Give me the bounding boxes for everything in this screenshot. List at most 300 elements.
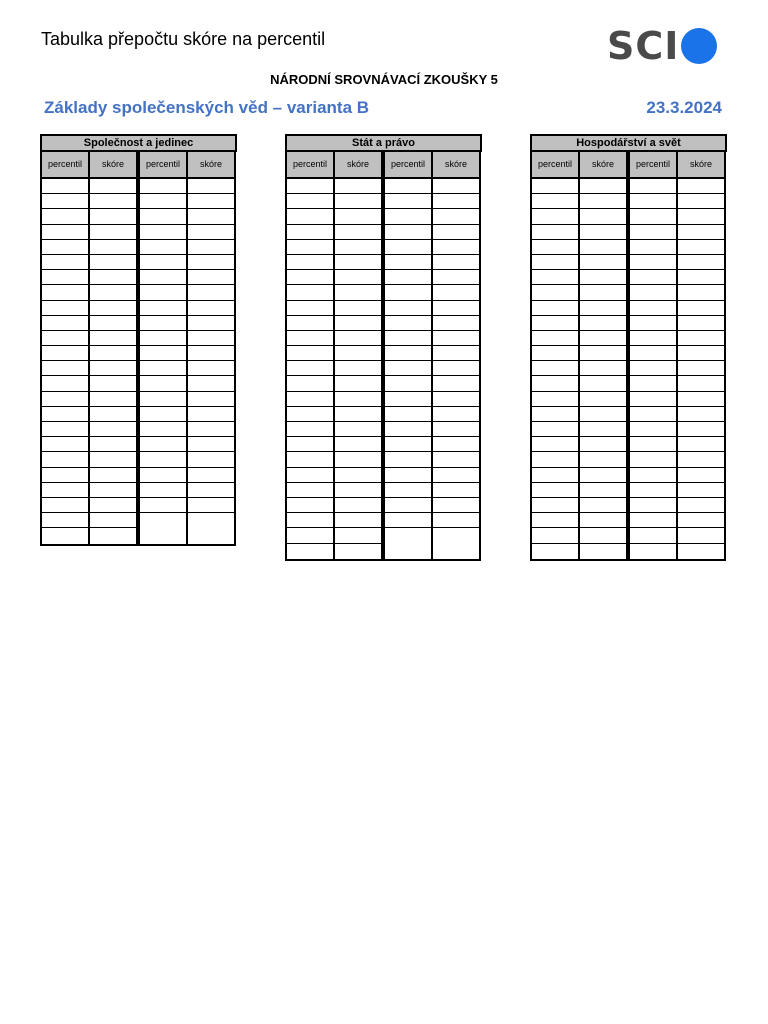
table-cell: [188, 301, 234, 316]
table-cell: [532, 468, 578, 483]
exam-title: NÁRODNÍ SROVNÁVACÍ ZKOUŠKY 5: [270, 72, 498, 87]
table-cell: [188, 376, 234, 391]
table-cell: [188, 270, 234, 285]
table-cell: [188, 361, 234, 376]
table-cell: [678, 437, 724, 452]
table-cell: [385, 225, 431, 240]
table-cell: [287, 528, 333, 543]
column-header: percentil: [532, 152, 578, 179]
table-cell: [287, 437, 333, 452]
table-cell: [42, 301, 88, 316]
table-cell: [385, 285, 431, 300]
column-skore: [89, 152, 138, 546]
table-cell: [287, 346, 333, 361]
table-cell: [678, 240, 724, 255]
table-cell: [630, 468, 676, 483]
table-cell: [335, 316, 381, 331]
table-cell: [188, 407, 234, 422]
column-skore: [432, 152, 481, 561]
table-cell: [335, 528, 381, 543]
table-cell: [433, 301, 479, 316]
table-cell: [433, 468, 479, 483]
table-cell: [630, 285, 676, 300]
table-cell: [580, 437, 626, 452]
table-cell: [287, 270, 333, 285]
table-cell: [90, 361, 136, 376]
column-percentil: [138, 152, 187, 546]
logo-text: SCI: [607, 24, 680, 68]
table-cell: [188, 285, 234, 300]
table-columns: [285, 152, 482, 561]
table-cell: [90, 376, 136, 391]
table-cell: [42, 483, 88, 498]
table-cell: [42, 407, 88, 422]
table-cell: [580, 270, 626, 285]
table-cell: [188, 468, 234, 483]
table-cell: [140, 376, 186, 391]
table-cell: [335, 544, 381, 559]
table-cell: [42, 361, 88, 376]
table-cell: [532, 209, 578, 224]
table-cell: [580, 209, 626, 224]
table-cell: [678, 468, 724, 483]
table-cell: [287, 225, 333, 240]
table-columns: [40, 152, 237, 546]
column-skore: [334, 152, 383, 561]
table-cell: [140, 513, 186, 528]
column-header: percentil: [287, 152, 333, 179]
table-cell: [385, 179, 431, 194]
table-cell: [287, 483, 333, 498]
subject-title: Základy společenských věd – varianta B: [44, 98, 370, 117]
table-cell: [42, 331, 88, 346]
table-cell: [335, 255, 381, 270]
table-columns: [530, 152, 727, 561]
table-spolecnost-a-jedinec: [40, 134, 237, 546]
table-cell: [385, 498, 431, 513]
table-cell: [140, 209, 186, 224]
table-cell: [90, 285, 136, 300]
table-cell: [678, 392, 724, 407]
table-cell: [630, 301, 676, 316]
table-cell: [140, 316, 186, 331]
table-cell: [90, 483, 136, 498]
table-cell: [532, 255, 578, 270]
table-title: Společnost a jedinec: [40, 134, 237, 152]
table-cell: [630, 528, 676, 543]
table-cell: [580, 452, 626, 467]
table-cell: [42, 225, 88, 240]
document-title: Tabulka přepočtu skóre na percentil: [41, 29, 326, 49]
table-cell: [630, 422, 676, 437]
table-cell: [678, 331, 724, 346]
table-cell: [385, 194, 431, 209]
table-cell: [140, 407, 186, 422]
table-cell: [188, 483, 234, 498]
table-cell: [188, 437, 234, 452]
table-cell: [630, 392, 676, 407]
table-cell: [42, 270, 88, 285]
table-cell: [140, 225, 186, 240]
table-cell: [287, 301, 333, 316]
table-cell: [532, 376, 578, 391]
table-cell: [335, 498, 381, 513]
table-cell: [90, 209, 136, 224]
table-cell: [140, 301, 186, 316]
table-cell: [287, 194, 333, 209]
table-cell: [90, 407, 136, 422]
table-cell: [678, 285, 724, 300]
table-cell: [532, 194, 578, 209]
table-cell: [433, 407, 479, 422]
table-cell: [678, 179, 724, 194]
column-header: skóre: [678, 152, 724, 179]
table-cell: [580, 513, 626, 528]
table-cell: [433, 285, 479, 300]
table-cell: [630, 483, 676, 498]
table-cell: [335, 301, 381, 316]
table-cell: [678, 452, 724, 467]
table-cell: [335, 376, 381, 391]
table-cell: [188, 255, 234, 270]
table-cell: [433, 392, 479, 407]
table-cell: [580, 301, 626, 316]
table-cell: [678, 483, 724, 498]
table-cell: [385, 209, 431, 224]
table-cell: [90, 194, 136, 209]
table-cell: [42, 498, 88, 513]
table-cell: [335, 483, 381, 498]
table-cell: [433, 179, 479, 194]
table-cell: [532, 179, 578, 194]
table-cell: [335, 452, 381, 467]
column-percentil: [383, 152, 432, 561]
table-cell: [433, 331, 479, 346]
table-cell: [42, 240, 88, 255]
table-cell: [385, 452, 431, 467]
column-header: percentil: [385, 152, 431, 179]
column-percentil: [285, 152, 334, 561]
table-cell: [580, 376, 626, 391]
table-cell: [335, 179, 381, 194]
table-cell: [335, 346, 381, 361]
table-cell: [90, 528, 136, 543]
table-cell: [580, 544, 626, 559]
table-cell: [433, 194, 479, 209]
table-cell: [532, 346, 578, 361]
table-cell: [335, 392, 381, 407]
table-cell: [287, 498, 333, 513]
table-cell: [140, 346, 186, 361]
table-cell: [532, 301, 578, 316]
table-cell: [580, 225, 626, 240]
table-cell: [188, 452, 234, 467]
table-cell: [630, 437, 676, 452]
column-header: percentil: [42, 152, 88, 179]
table-cell: [532, 225, 578, 240]
table-cell: [678, 225, 724, 240]
scio-logo: [607, 26, 717, 66]
table-cell: [630, 376, 676, 391]
table-cell: [678, 513, 724, 528]
table-cell: [630, 255, 676, 270]
table-cell: [678, 544, 724, 559]
table-cell: [42, 452, 88, 467]
table-cell: [580, 255, 626, 270]
column-header: skóre: [335, 152, 381, 179]
table-cell: [532, 361, 578, 376]
table-cell: [678, 194, 724, 209]
table-cell: [335, 270, 381, 285]
table-cell: [630, 407, 676, 422]
table-cell: [385, 270, 431, 285]
table-stat-a-pravo: [285, 134, 482, 561]
table-cell: [385, 468, 431, 483]
table-cell: [335, 209, 381, 224]
table-cell: [532, 513, 578, 528]
table-cell: [287, 179, 333, 194]
table-cell: [42, 285, 88, 300]
table-cell: [42, 437, 88, 452]
table-cell: [580, 483, 626, 498]
table-cell: [140, 468, 186, 483]
table-cell: [287, 392, 333, 407]
table-cell: [630, 361, 676, 376]
table-cell: [580, 331, 626, 346]
table-cell: [433, 513, 479, 528]
table-cell: [433, 361, 479, 376]
table-cell: [188, 194, 234, 209]
table-cell: [580, 422, 626, 437]
table-cell: [90, 240, 136, 255]
table-title: Hospodářství a svět: [530, 134, 727, 152]
table-cell: [90, 331, 136, 346]
table-cell: [335, 422, 381, 437]
column-percentil: [40, 152, 89, 546]
table-cell: [140, 422, 186, 437]
column-skore: [187, 152, 236, 546]
table-cell: [532, 392, 578, 407]
table-cell: [532, 240, 578, 255]
table-cell: [580, 179, 626, 194]
table-cell: [335, 361, 381, 376]
table-cell: [678, 407, 724, 422]
table-cell: [42, 468, 88, 483]
table-cell: [678, 528, 724, 543]
column-skore: [677, 152, 726, 561]
table-cell: [678, 376, 724, 391]
table-cell: [385, 346, 431, 361]
table-hospodarstvi-a-svet: [530, 134, 727, 561]
table-cell: [385, 513, 431, 528]
table-cell: [90, 452, 136, 467]
table-cell: [287, 331, 333, 346]
table-cell: [678, 422, 724, 437]
table-cell: [433, 422, 479, 437]
table-cell: [42, 316, 88, 331]
table-cell: [433, 528, 479, 543]
table-cell: [140, 194, 186, 209]
table-cell: [433, 225, 479, 240]
table-cell: [678, 209, 724, 224]
table-cell: [433, 437, 479, 452]
table-cell: [140, 255, 186, 270]
column-header: percentil: [630, 152, 676, 179]
table-cell: [580, 392, 626, 407]
table-cell: [335, 468, 381, 483]
table-cell: [433, 240, 479, 255]
table-cell: [385, 255, 431, 270]
table-cell: [630, 544, 676, 559]
table-cell: [140, 240, 186, 255]
table-cell: [385, 392, 431, 407]
table-cell: [188, 316, 234, 331]
table-cell: [140, 331, 186, 346]
table-cell: [532, 316, 578, 331]
table-cell: [287, 376, 333, 391]
table-cell: [678, 498, 724, 513]
table-cell: [580, 240, 626, 255]
table-cell: [630, 452, 676, 467]
table-cell: [287, 255, 333, 270]
table-cell: [287, 468, 333, 483]
table-cell: [335, 331, 381, 346]
exam-date: 23.3.2024: [646, 98, 722, 117]
table-cell: [287, 513, 333, 528]
table-cell: [140, 498, 186, 513]
table-cell: [630, 240, 676, 255]
table-cell: [433, 452, 479, 467]
table-cell: [140, 392, 186, 407]
table-cell: [630, 316, 676, 331]
table-cell: [678, 301, 724, 316]
table-cell: [90, 316, 136, 331]
table-cell: [140, 270, 186, 285]
table-cell: [90, 255, 136, 270]
table-cell: [90, 437, 136, 452]
table-cell: [287, 452, 333, 467]
table-cell: [630, 179, 676, 194]
table-cell: [580, 194, 626, 209]
table-cell: [42, 376, 88, 391]
column-header: skóre: [580, 152, 626, 179]
table-cell: [385, 361, 431, 376]
table-cell: [287, 422, 333, 437]
table-cell: [385, 422, 431, 437]
table-cell: [188, 179, 234, 194]
table-cell: [385, 331, 431, 346]
table-cell: [335, 194, 381, 209]
table-cell: [532, 544, 578, 559]
table-cell: [532, 422, 578, 437]
table-cell: [90, 392, 136, 407]
table-cell: [42, 209, 88, 224]
table-cell: [90, 301, 136, 316]
table-cell: [385, 301, 431, 316]
table-cell: [433, 316, 479, 331]
table-cell: [385, 376, 431, 391]
table-cell: [532, 270, 578, 285]
table-cell: [433, 376, 479, 391]
table-cell: [385, 483, 431, 498]
column-header: skóre: [90, 152, 136, 179]
table-cell: [42, 255, 88, 270]
table-cell: [630, 194, 676, 209]
table-cell: [678, 316, 724, 331]
table-cell: [42, 392, 88, 407]
table-title: Stát a právo: [285, 134, 482, 152]
table-cell: [630, 225, 676, 240]
table-cell: [140, 285, 186, 300]
table-cell: [287, 209, 333, 224]
table-cell: [90, 468, 136, 483]
table-cell: [188, 392, 234, 407]
table-cell: [188, 225, 234, 240]
table-cell: [433, 270, 479, 285]
table-cell: [90, 346, 136, 361]
logo-circle-icon: [681, 28, 717, 64]
table-cell: [580, 407, 626, 422]
table-cell: [385, 407, 431, 422]
table-cell: [580, 361, 626, 376]
table-cell: [580, 285, 626, 300]
table-cell: [335, 437, 381, 452]
table-cell: [42, 513, 88, 528]
table-cell: [335, 225, 381, 240]
table-cell: [140, 437, 186, 452]
table-cell: [678, 361, 724, 376]
table-cell: [188, 513, 234, 528]
table-cell: [433, 483, 479, 498]
table-cell: [188, 422, 234, 437]
table-cell: [287, 544, 333, 559]
table-cell: [630, 513, 676, 528]
table-cell: [287, 407, 333, 422]
table-cell: [630, 270, 676, 285]
table-cell: [188, 331, 234, 346]
table-cell: [335, 285, 381, 300]
table-cell: [433, 498, 479, 513]
table-cell: [532, 498, 578, 513]
table-cell: [90, 422, 136, 437]
table-cell: [42, 422, 88, 437]
table-cell: [140, 452, 186, 467]
table-cell: [532, 407, 578, 422]
table-cell: [140, 483, 186, 498]
table-cell: [90, 270, 136, 285]
table-cell: [188, 346, 234, 361]
table-cell: [287, 240, 333, 255]
column-skore: [579, 152, 628, 561]
table-cell: [188, 498, 234, 513]
table-cell: [188, 209, 234, 224]
table-cell: [287, 361, 333, 376]
table-cell: [42, 194, 88, 209]
table-cell: [335, 407, 381, 422]
table-cell: [335, 240, 381, 255]
table-cell: [532, 452, 578, 467]
table-cell: [42, 528, 88, 543]
table-cell: [433, 255, 479, 270]
table-cell: [630, 498, 676, 513]
table-cell: [678, 270, 724, 285]
column-header: percentil: [140, 152, 186, 179]
table-cell: [678, 255, 724, 270]
table-cell: [630, 346, 676, 361]
table-cell: [42, 179, 88, 194]
column-header: skóre: [433, 152, 479, 179]
table-cell: [580, 528, 626, 543]
